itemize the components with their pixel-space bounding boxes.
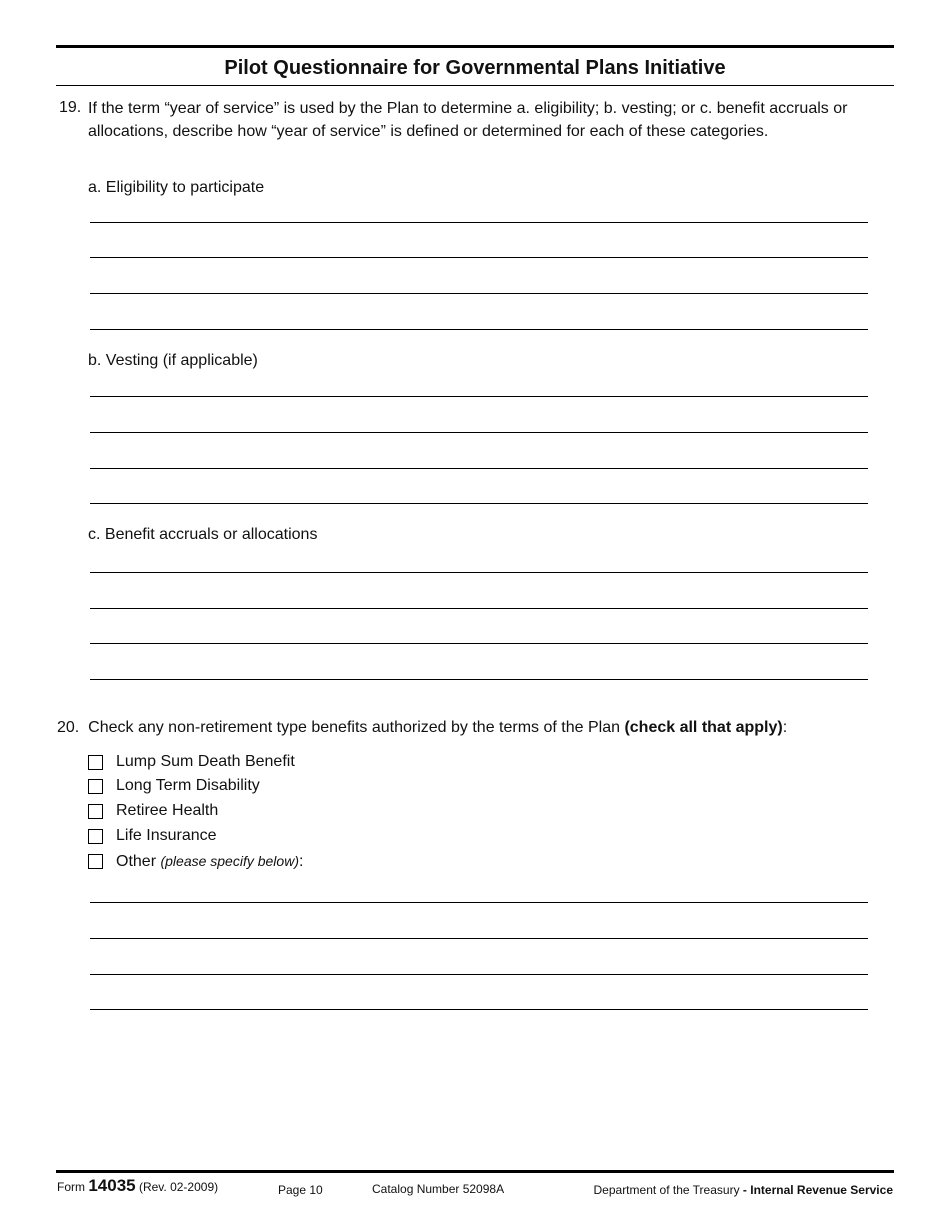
footer-form-number: 14035 xyxy=(88,1176,136,1195)
answer-20-line-3[interactable] xyxy=(90,974,868,975)
answer-20-line-2[interactable] xyxy=(90,938,868,939)
question-20-emphasis: (check all that apply) xyxy=(624,719,783,736)
answer-19a-line-2[interactable] xyxy=(90,257,868,258)
option-note: (please specify below) xyxy=(160,852,299,869)
header-bottom-rule xyxy=(56,85,894,86)
answer-19c-line-4[interactable] xyxy=(90,679,868,680)
footer-revision: (Rev. 02-2009) xyxy=(138,1180,219,1194)
checkbox-lump-sum-death-benefit[interactable] xyxy=(88,755,103,770)
question-19a-label: a. Eligibility to participate xyxy=(88,179,265,196)
footer-catalog: Catalog Number 52098A xyxy=(372,1182,505,1196)
footer-agency: - Internal Revenue Service xyxy=(742,1183,893,1197)
header-top-rule xyxy=(56,45,894,48)
option-other[interactable] xyxy=(88,851,303,871)
checkbox-retiree-health[interactable] xyxy=(88,804,103,819)
option-lump-sum-death-benefit[interactable] xyxy=(88,752,295,772)
question-19-text: If the term “year of service” is used by the Plan to determine a. eligibility; b. vesting; or c. benefit accruals or allocations, describe how “year of service” is defined or determined for each of these categories. xyxy=(88,100,848,140)
footer-form-id xyxy=(57,1177,218,1196)
option-label: Long Term Disability xyxy=(116,777,260,794)
question-19b-label: b. Vesting (if applicable) xyxy=(88,352,258,369)
answer-19b-line-2[interactable] xyxy=(90,432,868,433)
question-19-number: 19. xyxy=(59,99,82,116)
footer-form-prefix: Form xyxy=(57,1180,85,1194)
question-20-suffix: : xyxy=(782,719,788,736)
answer-19c-line-3[interactable] xyxy=(90,643,868,644)
option-long-term-disability[interactable] xyxy=(88,776,260,796)
option-label: Other xyxy=(116,852,157,870)
question-19c-label: c. Benefit accruals or allocations xyxy=(88,526,318,543)
answer-20-line-4[interactable] xyxy=(90,1009,868,1010)
option-label: Life Insurance xyxy=(116,827,217,844)
checkbox-long-term-disability[interactable] xyxy=(88,779,103,794)
page-title: Pilot Questionnaire for Governmental Plans Initiative xyxy=(224,57,726,79)
checkbox-other[interactable] xyxy=(88,854,103,869)
option-suffix: : xyxy=(298,852,304,870)
answer-20-line-1[interactable] xyxy=(90,902,868,903)
question-20 xyxy=(57,717,787,739)
answer-19b-line-4[interactable] xyxy=(90,503,868,504)
answer-19a-line-4[interactable] xyxy=(90,329,868,330)
footer-page-number: Page 10 xyxy=(278,1183,323,1197)
answer-19a-line-1[interactable] xyxy=(90,222,868,223)
answer-19a-line-3[interactable] xyxy=(90,293,868,294)
answer-19b-line-1[interactable] xyxy=(90,396,868,397)
footer-agency-line xyxy=(594,1181,894,1199)
checkbox-life-insurance[interactable] xyxy=(88,829,103,844)
question-20-number: 20. xyxy=(57,719,80,736)
answer-19c-line-1[interactable] xyxy=(90,572,868,573)
option-life-insurance[interactable] xyxy=(88,826,217,846)
question-20-text: Check any non-retirement type benefits authorized by the terms of the Plan xyxy=(88,719,620,736)
option-label: Lump Sum Death Benefit xyxy=(116,753,295,770)
answer-19b-line-3[interactable] xyxy=(90,468,868,469)
answer-19c-line-2[interactable] xyxy=(90,608,868,609)
option-retiree-health[interactable] xyxy=(88,801,218,821)
footer-department: Department of the Treasury xyxy=(593,1183,740,1197)
option-label: Retiree Health xyxy=(116,802,219,819)
footer-rule xyxy=(56,1170,894,1173)
